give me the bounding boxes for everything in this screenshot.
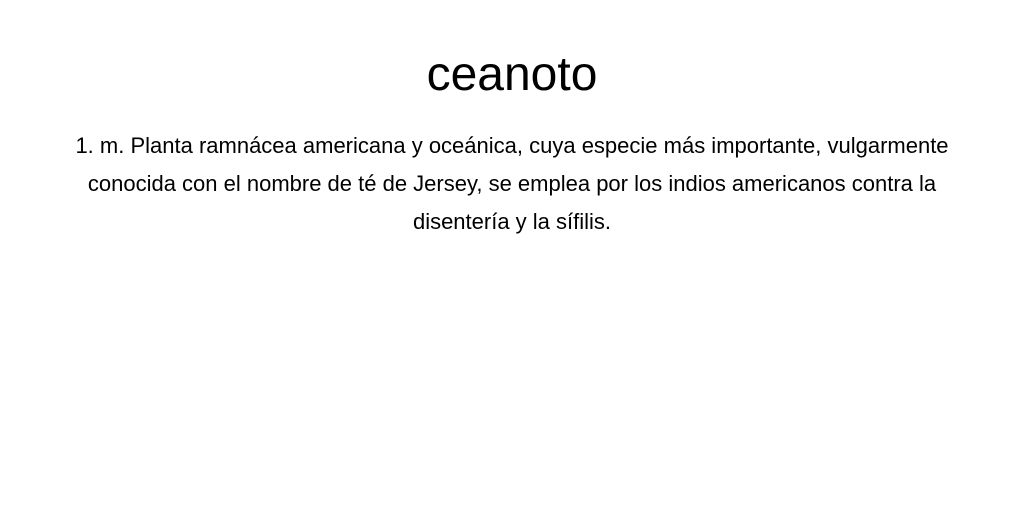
entry-term: ceanoto (426, 48, 598, 101)
entry-definition: 1. m. Planta ramnácea americana y oceánica, cuya especie más importante, vulgarmente conocida con el nombre de té de Jersey, se emplea por los indios americanos contra la disentería y la sífilis. (75, 133, 949, 234)
